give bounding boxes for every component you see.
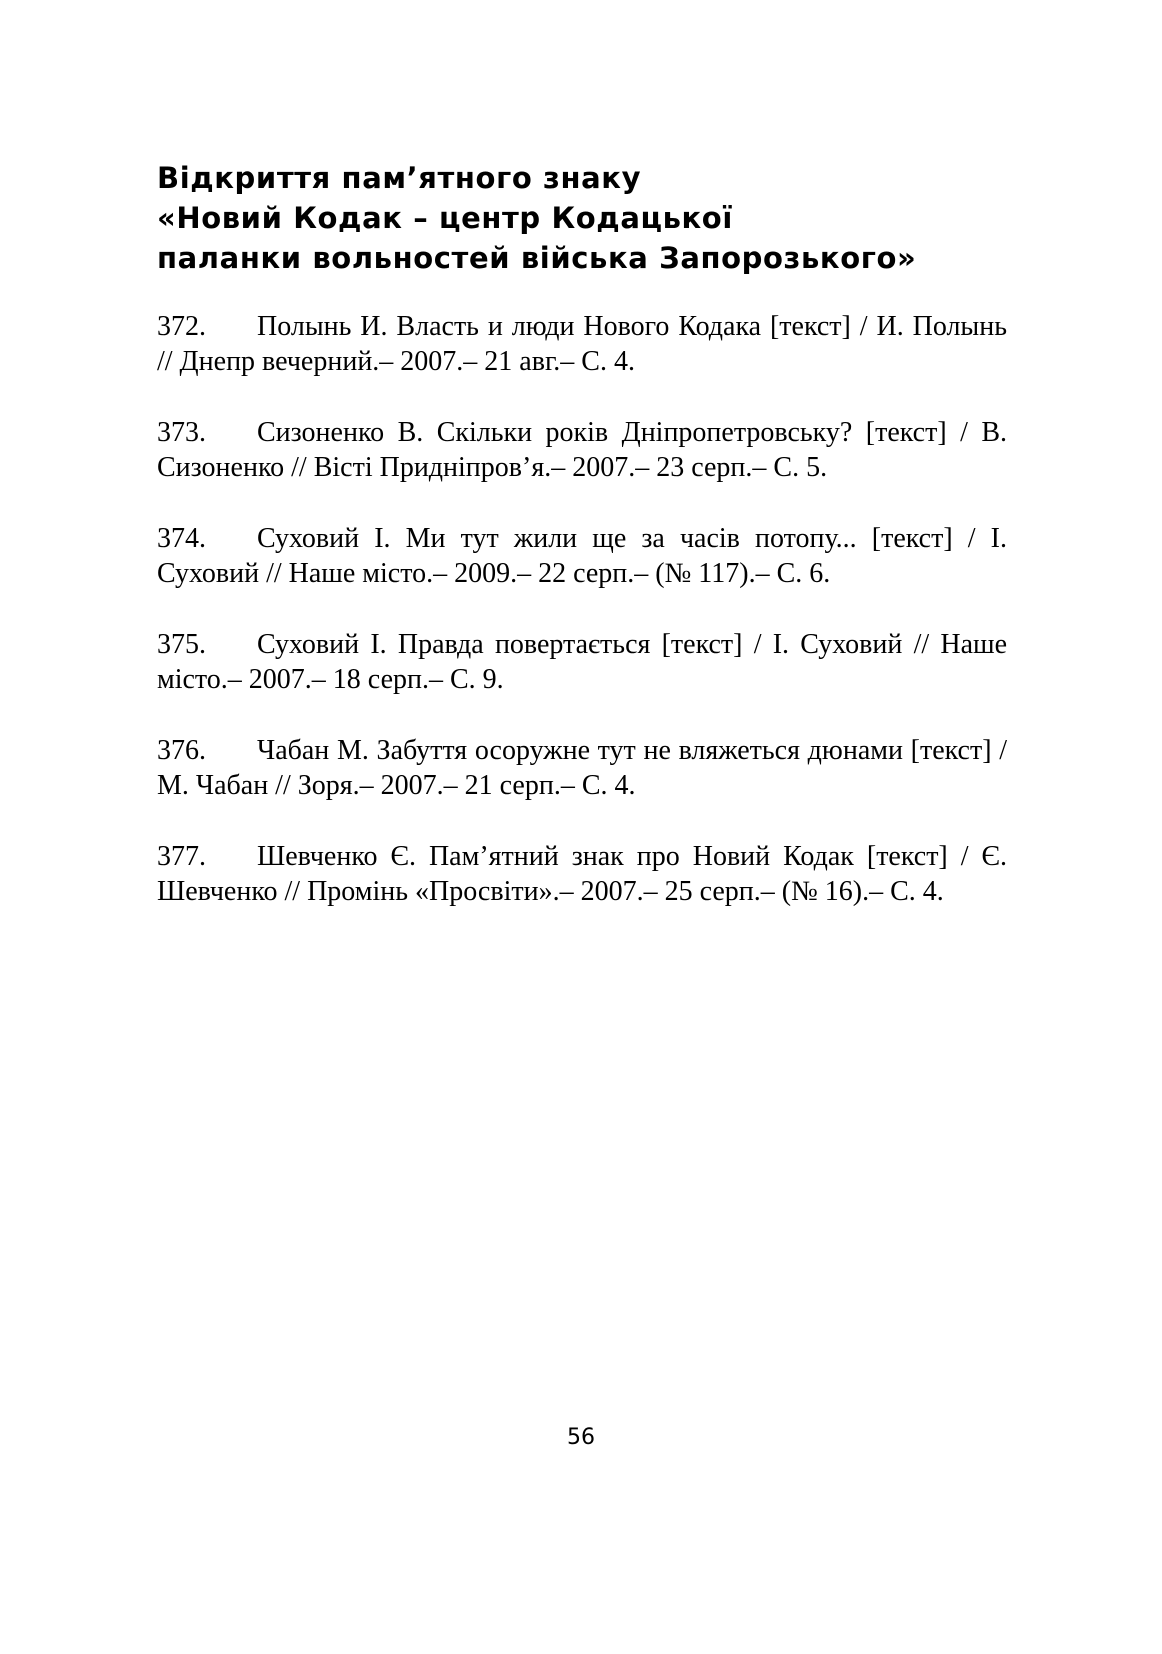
entry-number: 377.	[157, 841, 206, 872]
heading-line-2: «Новий Кодак – центр Кодацької	[157, 201, 733, 235]
entry-text: Полынь И. Власть и люди Нового Кодака [текст] / И. Полынь // Днепр вечерний.– 2007.– 21 авг.– С. 4.	[157, 311, 1007, 377]
bibliography-entry-373	[157, 415, 1007, 485]
entry-text: Чабан М. Забуття осоружне тут не вляжеться дюнами [текст] / М. Чабан // Зоря.– 2007.– 21 серп.– С. 4.	[157, 735, 1007, 801]
bibliography-entry-375	[157, 627, 1007, 697]
entry-number: 372.	[157, 311, 206, 342]
bibliography-entry-374	[157, 521, 1007, 591]
entry-number: 375.	[157, 629, 206, 660]
entry-text: Шевченко Є. Пам’ятний знак про Новий Кодак [текст] / Є. Шевченко // Промінь «Просвіти».– 2007.– 25 серп.– (№ 16).– С. 4.	[157, 841, 1007, 907]
heading-line-3: паланки вольностей війська Запорозького»	[157, 241, 917, 275]
entry-number: 373.	[157, 417, 206, 448]
heading-line-1: Відкриття пам’ятного знаку	[157, 161, 642, 195]
bibliography-list	[157, 309, 1007, 945]
bibliography-entry-372	[157, 309, 1007, 379]
bibliography-entry-377	[157, 839, 1007, 909]
page-number: 56	[567, 1425, 595, 1450]
entry-number: 376.	[157, 735, 206, 766]
entry-text: Суховий І. Ми тут жили ще за часів потопу... [текст] / І. Суховий // Наше місто.– 2009.– 22 серп.– (№ 117).– С. 6.	[157, 523, 1007, 589]
entry-text: Сизоненко В. Скільки років Дніпропетровську? [текст] / В. Сизоненко // Вісті Придніпров’я.– 2007.– 23 серп.– С. 5.	[157, 417, 1007, 483]
entry-number: 374.	[157, 523, 206, 554]
entry-text: Суховий І. Правда повертається [текст] / І. Суховий // Наше місто.– 2007.– 18 серп.– С. 9.	[157, 629, 1007, 695]
bibliography-entry-376	[157, 733, 1007, 803]
section-heading	[157, 158, 1017, 278]
